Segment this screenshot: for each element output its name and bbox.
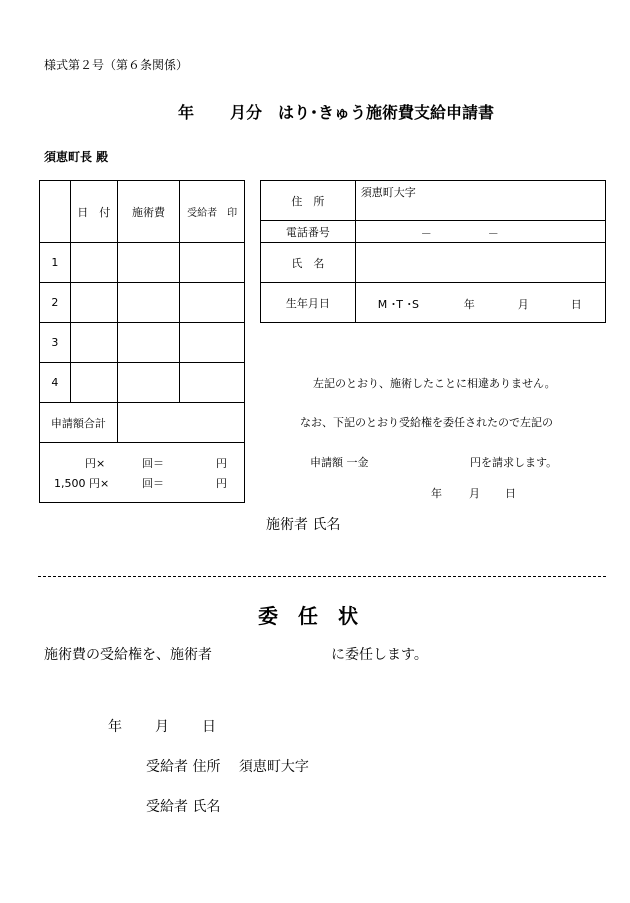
date-cell[interactable] xyxy=(70,243,117,283)
claim-suffix: 円を請求します。 xyxy=(470,456,558,469)
birth-era: M ･T ･S xyxy=(377,298,419,311)
seal-cell[interactable] xyxy=(180,243,245,283)
table-row xyxy=(40,243,245,283)
row-number: 3 xyxy=(40,323,71,363)
header-fee: 施術費 xyxy=(117,181,180,243)
address-row xyxy=(261,181,606,221)
calc1-unit: 円× xyxy=(85,457,106,470)
birth-year: 年 xyxy=(463,298,475,311)
proxy-date-month: 月 xyxy=(155,719,169,735)
addressee: 須恵町長 殿 xyxy=(44,150,109,164)
proxy-recipient-name: 受給者 氏名 xyxy=(146,799,221,815)
title-month: 月分 xyxy=(230,103,263,122)
proxy-sentence-suffix: に委任します。 xyxy=(331,647,428,663)
fee-cell[interactable] xyxy=(117,323,180,363)
total-value-cell[interactable] xyxy=(117,403,244,443)
calc2-count: 回＝ xyxy=(142,477,164,490)
calc2-result: 円 xyxy=(216,477,227,490)
seal-cell[interactable] xyxy=(180,283,245,323)
name-label: 氏 名 xyxy=(261,243,356,283)
birthdate-row xyxy=(261,283,606,323)
phone-label: 電話番号 xyxy=(261,221,356,243)
statement-date-month: 月 xyxy=(469,487,480,500)
treatment-table-header xyxy=(40,181,245,243)
row-number: 4 xyxy=(40,363,71,403)
date-cell[interactable] xyxy=(70,363,117,403)
form-number: 様式第２号（第６条関係） xyxy=(44,58,189,72)
row-number: 1 xyxy=(40,243,71,283)
row-number: 2 xyxy=(40,283,71,323)
cut-line xyxy=(38,576,606,577)
phone-dash-2: － xyxy=(487,227,499,240)
birth-day: 日 xyxy=(570,298,582,311)
header-seal: 受給者 印 xyxy=(180,181,245,243)
fee-cell[interactable] xyxy=(117,283,180,323)
calc-row xyxy=(40,443,245,503)
statement-date-year: 年 xyxy=(431,487,442,500)
calc1-result: 円 xyxy=(216,457,227,470)
phone-row xyxy=(261,221,606,243)
page-title: はり･きゅう施術費支給申請書 xyxy=(278,103,495,122)
proxy-recipient-address: 受給者 住所 須恵町大字 xyxy=(146,759,309,775)
date-cell[interactable] xyxy=(70,323,117,363)
fee-cell[interactable] xyxy=(117,363,180,403)
fee-cell[interactable] xyxy=(117,243,180,283)
total-label: 申請額合計 xyxy=(40,403,118,443)
proxy-title: 委 任 状 xyxy=(258,604,358,628)
calc1-count: 回＝ xyxy=(142,457,164,470)
treatment-table xyxy=(39,180,245,503)
birth-month: 月 xyxy=(517,298,529,311)
total-row xyxy=(40,403,245,443)
statement-line1: 左記のとおり、施術したことに相違ありません。 xyxy=(313,377,556,390)
phone-value[interactable] xyxy=(355,221,605,243)
proxy-sentence-prefix: 施術費の受給権を、施術者 xyxy=(44,647,212,663)
statement-date-day: 日 xyxy=(505,487,516,500)
applicant-table xyxy=(260,180,606,323)
title-year: 年 xyxy=(178,103,195,122)
phone-dash-1: － xyxy=(420,227,432,240)
birthdate-label: 生年月日 xyxy=(261,283,356,323)
proxy-date-day: 日 xyxy=(202,719,216,735)
table-row xyxy=(40,363,245,403)
seal-cell[interactable] xyxy=(180,323,245,363)
practitioner-name-label: 施術者 氏名 xyxy=(266,517,341,533)
address-label: 住 所 xyxy=(261,181,356,221)
statement-line2: なお、下記のとおり受給権を委任されたので左記の xyxy=(300,416,553,429)
birthdate-value[interactable] xyxy=(355,283,605,323)
calc2-price: 1,500 円× xyxy=(54,477,110,490)
claim-label: 申請額 一金 xyxy=(310,456,369,469)
name-row xyxy=(261,243,606,283)
seal-cell[interactable] xyxy=(180,363,245,403)
header-date: 日 付 xyxy=(70,181,117,243)
calc-cell xyxy=(40,443,245,503)
date-cell[interactable] xyxy=(70,283,117,323)
proxy-date-year: 年 xyxy=(108,719,122,735)
address-value[interactable]: 須恵町大字 xyxy=(355,181,605,221)
table-row xyxy=(40,283,245,323)
header-blank xyxy=(40,181,71,243)
table-row xyxy=(40,323,245,363)
name-value[interactable] xyxy=(355,243,605,283)
